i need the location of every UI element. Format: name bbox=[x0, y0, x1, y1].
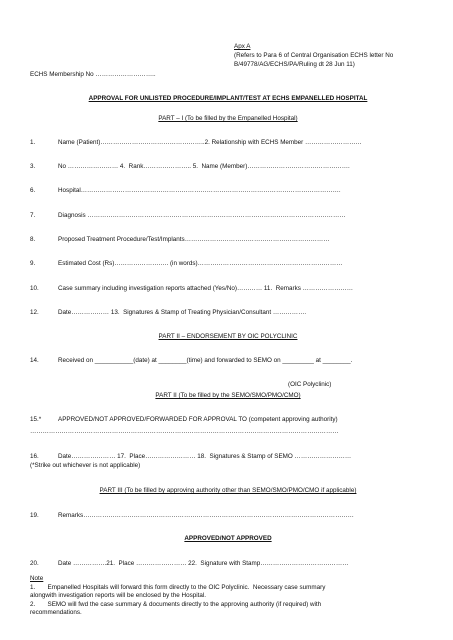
date-signature-field[interactable]: Date……………… 13. Signatures & Stamp of Treating Physician/Consultant ……………. bbox=[58, 309, 307, 316]
appendix-label: Apx A bbox=[234, 43, 251, 50]
letter-reference: B/49778/AG/ECHS/PA/Ruling dt 28 Jun 11) bbox=[234, 61, 355, 68]
case-summary-field[interactable]: Case summary including investigation reports attached (Yes/No)………… 11. Remarks …………………… bbox=[58, 285, 354, 292]
procedure-field[interactable]: Proposed Treatment Procedure/Test/Implants…………………………………………………………… bbox=[58, 236, 330, 243]
part2-semo-heading: PART II (To be filled by the SEMO/SMO/PMO/CMO) bbox=[155, 392, 301, 399]
approval-signature-field[interactable]: Date …………….21. Place …………………… 22. Signature with Stamp…………………………………… bbox=[58, 560, 349, 567]
note-1: 1. Empanelled Hospitals will forward this form directly to the OIC Polyclinic. Necessary case summary bbox=[30, 584, 326, 591]
row-num: 8. bbox=[30, 236, 36, 243]
estimated-cost-field[interactable]: Estimated Cost (Rs)…………………….. (in words)…………………………………………………………… bbox=[58, 260, 343, 267]
oic-polyclinic-signature: (OIC Polyclinic) bbox=[288, 381, 332, 388]
patient-name-field[interactable]: Name (Patient)…………………………………………..2. Relationship with ECHS Member ……………………… bbox=[58, 139, 362, 146]
row-num: 15.* bbox=[30, 416, 42, 423]
row-num: 6. bbox=[30, 187, 36, 194]
form-title: APPROVAL FOR UNLISTED PROCEDURE/IMPLANT/TEST AT ECHS EMPANELLED HOSPITAL bbox=[88, 95, 368, 102]
row-num: 9. bbox=[30, 260, 36, 267]
row-num: 20. bbox=[30, 560, 39, 567]
strike-out-note: (*Strike out whichever is not applicable) bbox=[30, 462, 141, 469]
row-num: 14. bbox=[30, 357, 39, 364]
reference-line: (Refers to Para 6 of Central Organisation ECHS letter No bbox=[234, 52, 394, 59]
remarks-field[interactable]: Remarks………………………………………………………………………………………………………………… bbox=[58, 512, 354, 519]
part3-heading: PART III (To be filled by approving authority other than SEMO/SMO/PMO/CMO if applicable) bbox=[99, 487, 357, 494]
hospital-field[interactable]: Hospital……………………………………………………………………………………………………………. bbox=[58, 187, 341, 194]
note-2-cont: recommendations. bbox=[30, 609, 82, 616]
received-forwarded-field[interactable]: Received on ___________(date) at ________(time) and forwarded to SEMO on _________ at ________. bbox=[58, 357, 353, 364]
row-num: 12. bbox=[30, 309, 39, 316]
row-num: 16. bbox=[30, 453, 39, 460]
row-num: 19. bbox=[30, 512, 39, 519]
part2-heading: PART II – ENDORSEMENT BY OIC POLYCLINIC bbox=[158, 333, 298, 340]
note-label: Note bbox=[30, 575, 44, 582]
membership-number-field[interactable]: ECHS Membership No ……………………….. bbox=[30, 71, 156, 78]
row-num: 3. bbox=[30, 163, 36, 170]
row-num: 7. bbox=[30, 212, 36, 219]
diagnosis-field[interactable]: Diagnosis …………………………………………………………………………………………………………… bbox=[58, 212, 346, 219]
semo-signature-field[interactable]: Date………………… 17. Place…………………… 18. Signatures & Stamp of SEMO ……………………… bbox=[58, 453, 352, 460]
note-1-cont: alongwith investigation reports will be enclosed by the Hospital. bbox=[30, 592, 207, 599]
note-2: 2. SEMO will fwd the case summary & documents directly to the approving authority (if required) with bbox=[30, 601, 322, 608]
rank-name-field[interactable]: No …………………… 4. Rank………………….. 5. Name (Member)…………………………………………. bbox=[58, 163, 350, 170]
part1-heading: PART – I (To be filled by the Empanelled Hospital) bbox=[158, 115, 298, 122]
row-num: 10. bbox=[30, 285, 39, 292]
approval-dots-line[interactable]: ………………………………………………………………………………………………………………………………… bbox=[30, 428, 339, 435]
approved-not-approved: APPROVED/NOT APPROVED bbox=[184, 535, 272, 542]
row-num: 1. bbox=[30, 139, 36, 146]
approval-status-field[interactable]: APPROVED/NOT APPROVED/FORWARDED FOR APPROVAL TO (competent approving authority) bbox=[58, 416, 338, 423]
